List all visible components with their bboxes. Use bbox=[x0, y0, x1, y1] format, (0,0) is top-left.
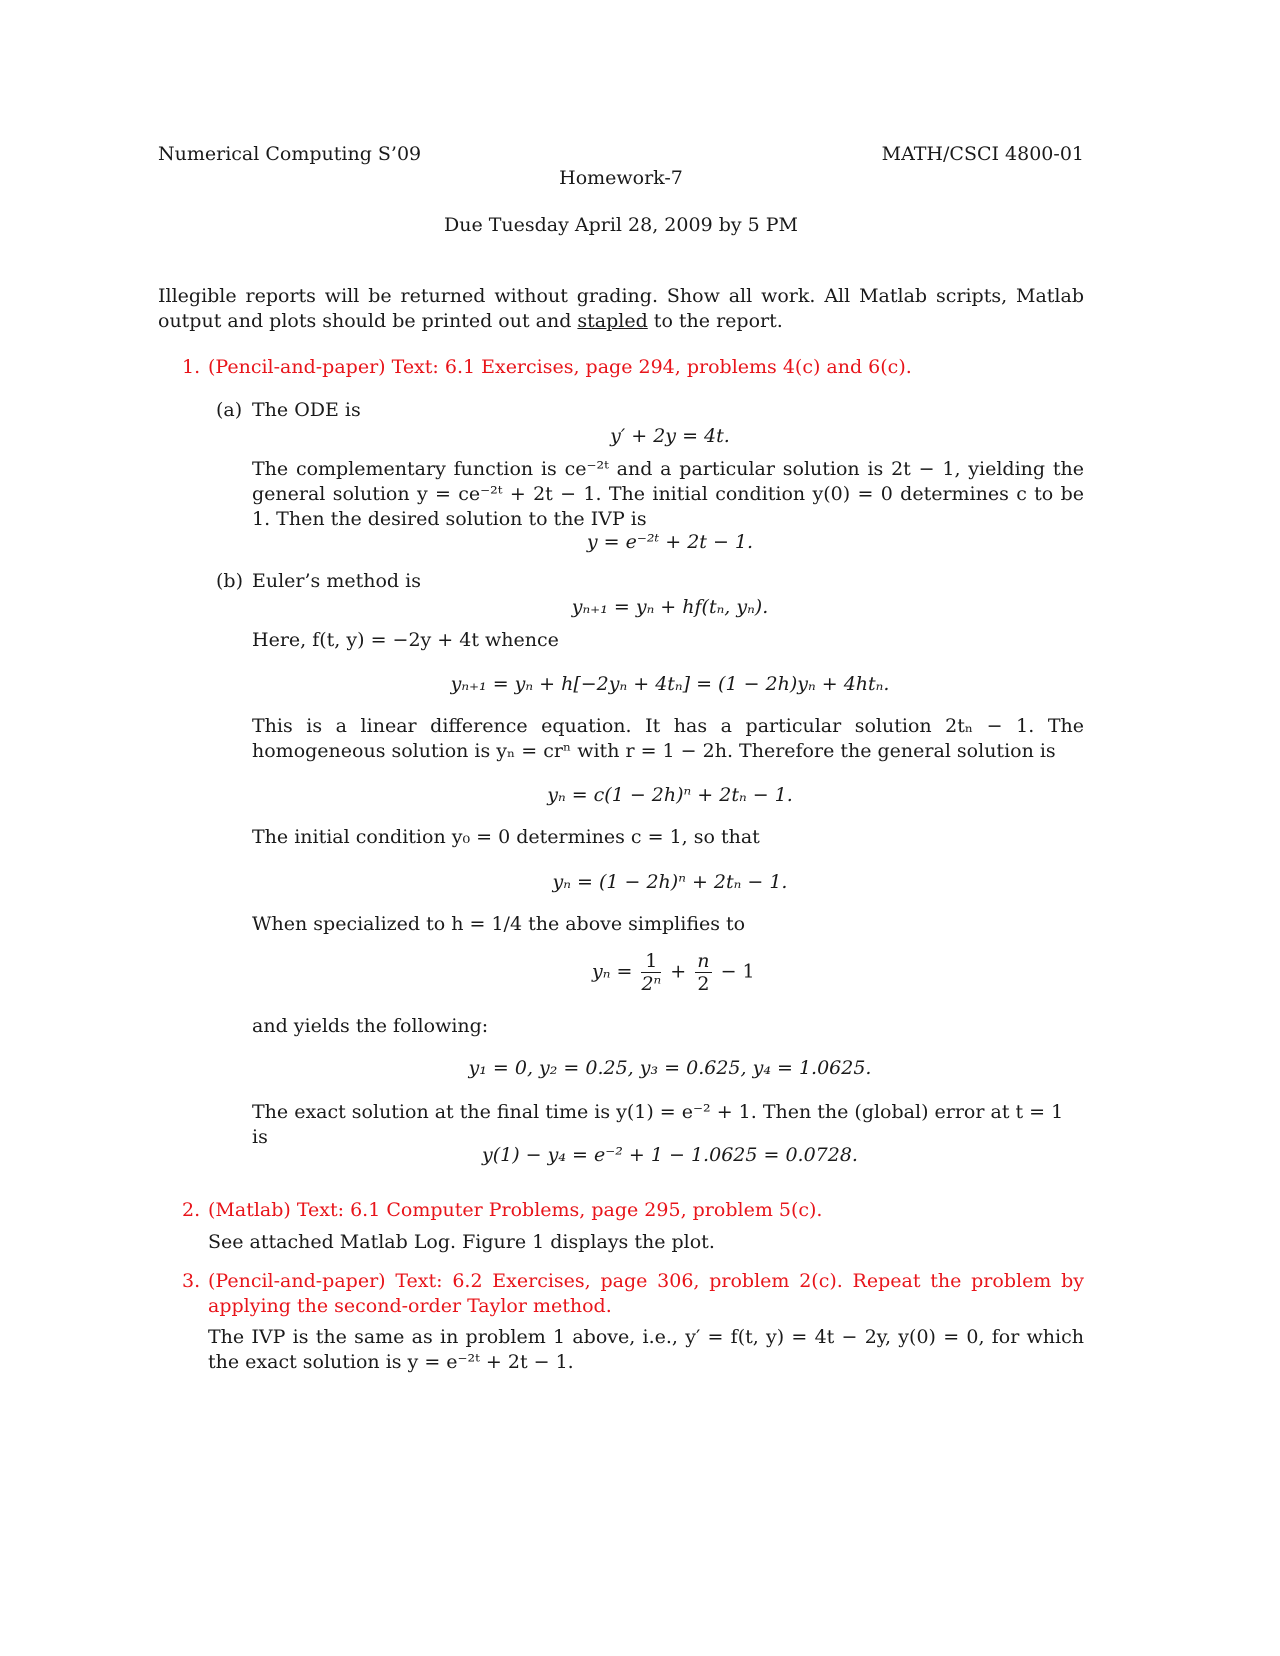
part-b-here: Here, f(t, y) = −2y + 4t whence bbox=[252, 629, 559, 651]
fraction-2-numerator: n bbox=[697, 950, 710, 972]
part-a-label: (a) bbox=[216, 399, 243, 421]
euler-method-equation: yₙ₊₁ = yₙ + hf(tₙ, yₙ). bbox=[571, 596, 769, 618]
intro-text-1: Illegible reports will be returned without grading. Show all work. All Matlab scripts, Matlab output and plots should be printed out and bbox=[158, 285, 1084, 332]
problem-2-statement: (Matlab) Text: 6.1 Computer Problems, page 295, problem 5(c). bbox=[208, 1199, 823, 1221]
simplified-equation bbox=[592, 950, 755, 995]
part-b-label: (b) bbox=[216, 570, 243, 592]
intro-underlined: stapled bbox=[577, 310, 648, 332]
ode-equation: y′ + 2y = 4t. bbox=[610, 425, 730, 447]
global-error-equation: y(1) − y₄ = e⁻² + 1 − 1.0625 = 0.0728. bbox=[482, 1144, 858, 1166]
course-code: MATH/CSCI 4800-01 bbox=[881, 143, 1084, 165]
initial-condition-paragraph: The initial condition y₀ = 0 determines c = 1, so that bbox=[252, 826, 760, 848]
fraction-1-denominator: 2ⁿ bbox=[641, 973, 662, 995]
fraction-2-denominator: 2 bbox=[697, 973, 710, 995]
ivp-solution: y = e⁻²ᵗ + 2t − 1. bbox=[586, 531, 754, 553]
intro-paragraph bbox=[158, 284, 1084, 334]
fraction-one-over-2n bbox=[641, 950, 661, 995]
simplified-tail: − 1 bbox=[720, 960, 755, 983]
intro-text-2: to the report. bbox=[647, 310, 783, 332]
euler-expanded-equation: yₙ₊₁ = yₙ + h[−2yₙ + 4tₙ] = (1 − 2h)yₙ + 4htₙ. bbox=[450, 673, 890, 695]
problem-1-statement: (Pencil-and-paper) Text: 6.1 Exercises, page 294, problems 4(c) and 6(c). bbox=[208, 356, 912, 378]
problem-2-number: 2. bbox=[182, 1199, 201, 1221]
problem-3-number: 3. bbox=[182, 1270, 201, 1292]
exact-solution-paragraph: The exact solution at the final time is y(1) = e⁻² + 1. Then the (global) error at t = 1 is bbox=[252, 1101, 1064, 1148]
fraction-n-over-2 bbox=[695, 950, 711, 995]
problem-1-number: 1. bbox=[182, 356, 201, 378]
homework-title: Homework-7 bbox=[559, 167, 683, 189]
difference-equation-paragraph: This is a linear difference equation. It has a particular solution 2tₙ − 1. The homogeneous solution is yₙ = crⁿ with r = 1 − 2h. Therefore the general solution is bbox=[252, 715, 1084, 762]
part-a-paragraph: The complementary function is ce⁻²ᵗ and a particular solution is 2t − 1, yielding the general solution y = ce⁻²ᵗ + 2t − 1. The initial condition y(0) = 0 determines c to be 1. Then the desired solution to the IVP is bbox=[252, 458, 1084, 530]
due-date: Due Tuesday April 28, 2009 by 5 PM bbox=[443, 214, 799, 236]
specialization-paragraph: When specialized to h = 1/4 the above simplifies to bbox=[252, 913, 746, 935]
yields-paragraph: and yields the following: bbox=[252, 1015, 489, 1037]
problem-3-body: The IVP is the same as in problem 1 above, i.e., y′ = f(t, y) = 4t − 2y, y(0) = 0, for which the exact solution is y = e⁻²ᵗ + 2t − 1. bbox=[208, 1326, 1084, 1373]
computed-values-equation: y₁ = 0, y₂ = 0.25, y₃ = 0.625, y₄ = 1.0625. bbox=[468, 1057, 872, 1079]
fraction-1-numerator: 1 bbox=[641, 950, 661, 973]
part-a-lead: The ODE is bbox=[252, 399, 361, 421]
particular-solution-equation: yₙ = (1 − 2h)ⁿ + 2tₙ − 1. bbox=[552, 871, 788, 893]
problem-3-statement: (Pencil-and-paper) Text: 6.2 Exercises, page 306, problem 2(c). Repeat the problem by applying the second-order Taylor method. bbox=[208, 1270, 1084, 1317]
simplified-lhs: yₙ = bbox=[592, 960, 633, 983]
part-b-lead: Euler’s method is bbox=[252, 570, 421, 592]
problem-2-body: See attached Matlab Log. Figure 1 displays the plot. bbox=[208, 1231, 715, 1253]
general-solution-equation: yₙ = c(1 − 2h)ⁿ + 2tₙ − 1. bbox=[547, 784, 793, 806]
plus-sign: + bbox=[670, 960, 687, 983]
course-name: Numerical Computing S’09 bbox=[158, 143, 422, 165]
